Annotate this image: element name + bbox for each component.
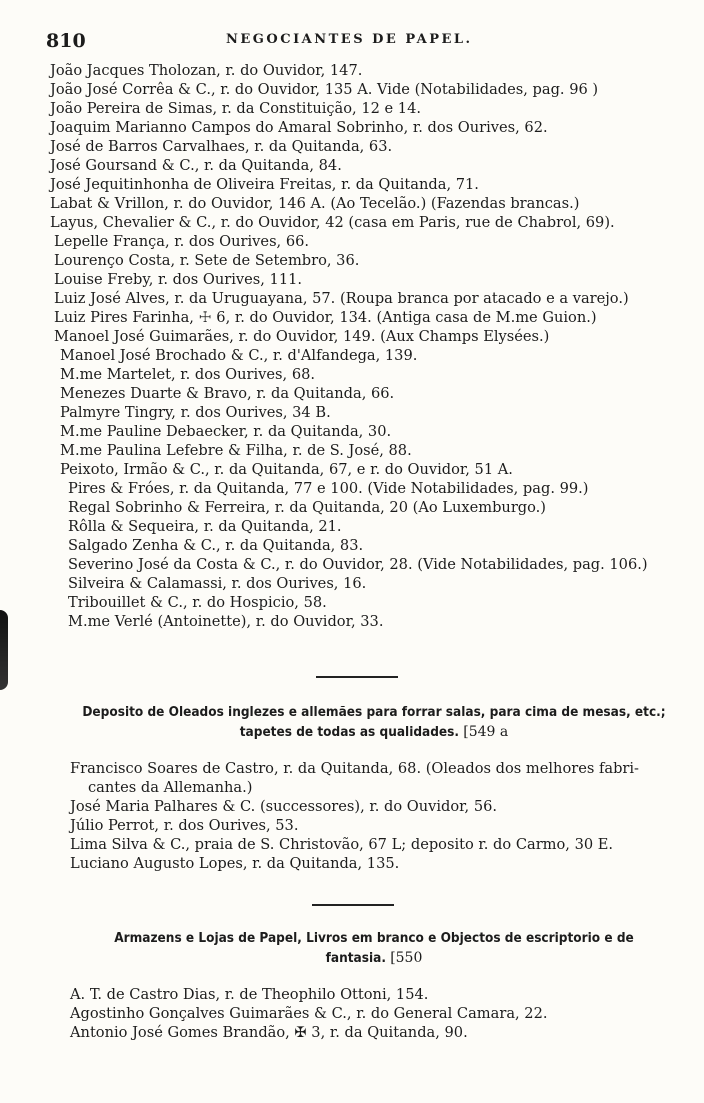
section-heading-text: tapetes de todas as qualidades. — [239, 724, 460, 740]
section-ref: [550 — [390, 950, 423, 966]
list-item: Luciano Augusto Lopes, r. da Quitanda, 135. — [70, 855, 400, 872]
section-divider — [312, 904, 394, 906]
list-item: M.me Martelet, r. dos Ourives, 68. — [60, 366, 316, 383]
list-item: Regal Sobrinho & Ferreira, r. da Quitanda, 20 (Ao Luxemburgo.) — [68, 499, 547, 516]
list-item: João Jacques Tholozan, r. do Ouvidor, 147. — [50, 62, 363, 79]
section-heading-line: Armazens e Lojas de Papel, Livros em branco e Objectos de escriptorio e de — [114, 930, 634, 946]
list-item: Layus, Chevalier & C., r. do Ouvidor, 42 (casa em Paris, rue de Chabrol, 69). — [50, 214, 615, 231]
list-item: Francisco Soares de Castro, r. da Quitanda, 68. (Oleados dos melhores fabri- — [70, 760, 639, 777]
list-item: Lourenço Costa, r. Sete de Setembro, 36. — [54, 252, 360, 269]
list-item: Labat & Vrillon, r. do Ouvidor, 146 A. (Ao Tecelão.) (Fazendas brancas.) — [50, 195, 580, 212]
list-item: José Goursand & C., r. da Quitanda, 84. — [50, 157, 342, 174]
section-heading-armazens — [64, 928, 684, 968]
list-item: José de Barros Carvalhaes, r. da Quitanda, 63. — [50, 138, 393, 155]
page-header — [46, 30, 686, 56]
merchant-list-armazens — [70, 985, 704, 1042]
list-item: Júlio Perrot, r. dos Ourives, 53. — [70, 817, 299, 834]
list-item: Manoel José Guimarães, r. do Ouvidor, 149. (Aux Champs Elysées.) — [54, 328, 550, 345]
list-item: M.me Paulina Lefebre & Filha, r. de S. José, 88. — [60, 442, 412, 459]
section-heading-oleados — [64, 702, 684, 742]
list-item: Agostinho Gonçalves Guimarães & C., r. do General Camara, 22. — [70, 1005, 548, 1022]
list-item: Lepelle França, r. dos Ourives, 66. — [54, 233, 310, 250]
page-edge-shadow — [0, 610, 8, 690]
list-item: José Maria Palhares & C. (successores), r. do Ouvidor, 56. — [70, 798, 498, 815]
list-item: Peixoto, Irmão & C., r. da Quitanda, 67, e r. do Ouvidor, 51 A. — [60, 461, 513, 478]
section-heading-line — [64, 722, 684, 742]
section-divider — [316, 676, 398, 678]
running-title: NEGOCIANTES DE PAPEL. — [226, 32, 473, 47]
section-heading-line — [64, 948, 684, 968]
list-item: Rôlla & Sequeira, r. da Quitanda, 21. — [68, 518, 342, 535]
list-item: João José Corrêa & C., r. do Ouvidor, 135 A. Vide (Notabilidades, pag. 96 ) — [50, 81, 599, 98]
page-number: 810 — [46, 30, 86, 52]
list-item: João Pereira de Simas, r. da Constituição, 12 e 14. — [50, 100, 422, 117]
list-item: Lima Silva & C., praia de S. Christovão, 67 L; deposito r. do Carmo, 30 E. — [70, 836, 614, 853]
list-item: M.me Verlé (Antoinette), r. do Ouvidor, 33. — [68, 613, 384, 630]
merchant-list-oleados — [70, 759, 704, 873]
list-item: Palmyre Tingry, r. dos Ourives, 34 B. — [60, 404, 331, 421]
section-heading-line: Deposito de Oleados inglezes e allemães para forrar salas, para cima de mesas, etc.; — [82, 704, 666, 720]
list-item: Menezes Duarte & Bravo, r. da Quitanda, 66. — [60, 385, 395, 402]
list-item: Luiz Pires Farinha, ☩ 6, r. do Ouvidor, 134. (Antiga casa de M.me Guion.) — [54, 309, 597, 326]
list-item: Pires & Fróes, r. da Quitanda, 77 e 100. (Vide Notabilidades, pag. 99.) — [68, 480, 589, 497]
list-item: M.me Pauline Debaecker, r. da Quitanda, 30. — [60, 423, 392, 440]
list-item: Luiz José Alves, r. da Uruguayana, 57. (Roupa branca por atacado e a varejo.) — [54, 290, 629, 307]
list-item: Severino José da Costa & C., r. do Ouvidor, 28. (Vide Notabilidades, pag. 106.) — [68, 556, 648, 573]
list-item-continuation: cantes da Allemanha.) — [88, 779, 253, 796]
section-ref: [549 a — [463, 724, 509, 740]
list-item: Tribouillet & C., r. do Hospicio, 58. — [68, 594, 327, 611]
list-item: José Jequitinhonha de Oliveira Freitas, r. da Quitanda, 71. — [50, 176, 479, 193]
list-item: Silveira & Calamassi, r. dos Ourives, 16. — [68, 575, 367, 592]
list-item: Joaquim Marianno Campos do Amaral Sobrinho, r. dos Ourives, 62. — [50, 119, 548, 136]
list-item: Louise Freby, r. dos Ourives, 111. — [54, 271, 303, 288]
list-item: Manoel José Brochado & C., r. d'Alfandega, 139. — [60, 347, 418, 364]
section-heading-text: fantasia. — [325, 950, 386, 966]
merchant-list-papel — [50, 61, 690, 631]
list-item: Antonio José Gomes Brandão, ✠ 3, r. da Quitanda, 90. — [70, 1024, 468, 1041]
list-item: A. T. de Castro Dias, r. de Theophilo Ottoni, 154. — [70, 986, 429, 1003]
list-item: Salgado Zenha & C., r. da Quitanda, 83. — [68, 537, 364, 554]
